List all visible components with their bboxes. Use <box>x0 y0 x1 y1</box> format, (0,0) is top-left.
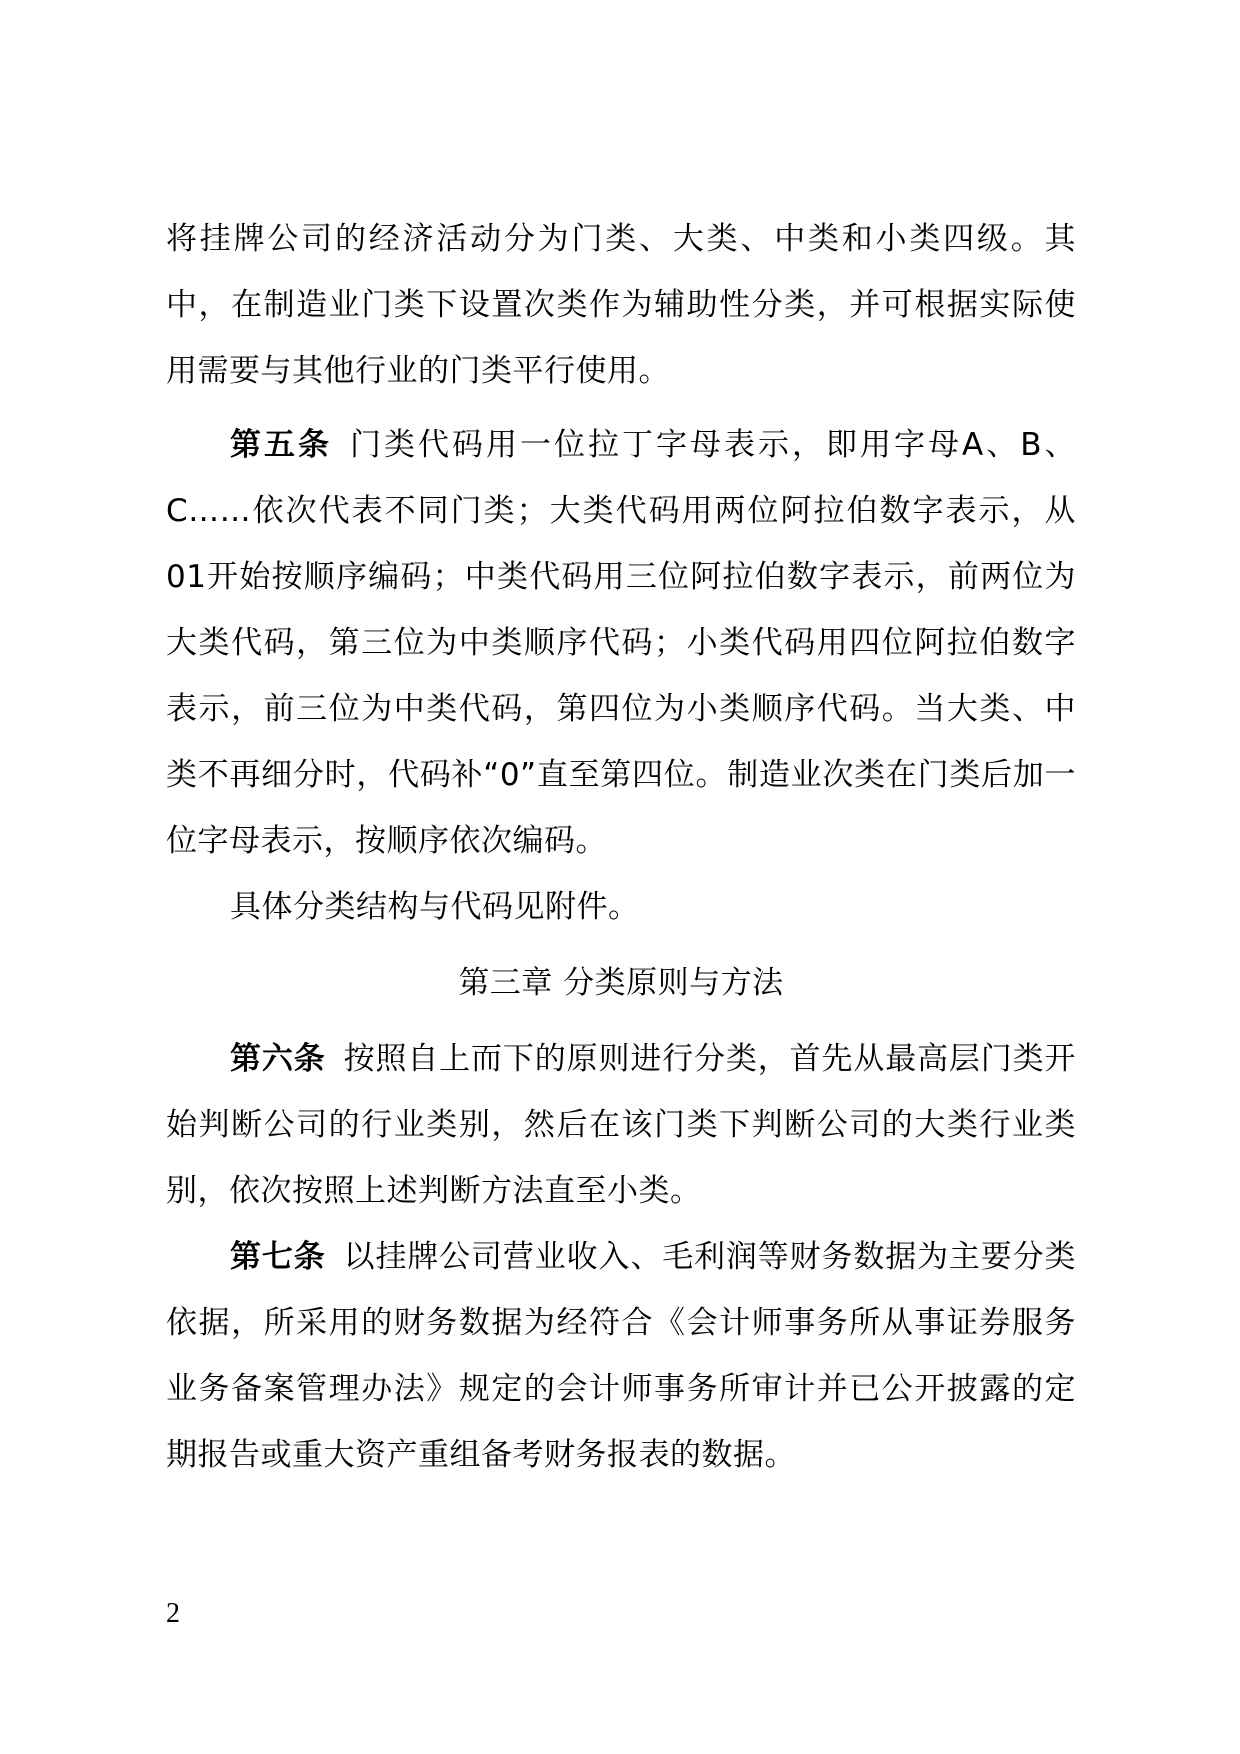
article-5 <box>166 412 1076 874</box>
article-7-label: 第七条 <box>230 1239 326 1275</box>
article-6-text: 按照自上而下的原则进行分类，首先从最高层门类开始判断公司的行业类别，然后在该门类下判断公司的大类行业类别，依次按照上述判断方法直至小类。 <box>166 1041 1077 1209</box>
page-number: 2 <box>166 1598 180 1629</box>
article-6-label: 第六条 <box>230 1041 326 1077</box>
article-5-text: 门类代码用一位拉丁字母表示，即用字母A、B、C……依次代表不同门类；大类代码用两位阿拉伯数字表示，从01开始按顺序编码；中类代码用三位阿拉伯数字表示，前两位为大类代码，第三位为中类顺序代码；小类代码用四位阿拉伯数字表示，前三位为中类代码，第四位为小类顺序代码。当大类、中类不再细分时，代码补“0”直至第四位。制造业次类在门类后加一位字母表示，按顺序依次编码。 <box>166 427 1077 859</box>
article-5-label: 第五条 <box>230 427 333 463</box>
article-7 <box>166 1224 1076 1488</box>
chapter-3-heading: 第三章 分类原则与方法 <box>458 965 784 1001</box>
document-body <box>166 206 1076 1488</box>
article-7-text: 以挂牌公司营业收入、毛利润等财务数据为主要分类依据，所采用的财务数据为经符合《会计师事务所从事证券服务业务备案管理办法》规定的会计师事务所审计并已公开披露的定期报告或重大资产重组备考财务报表的数据。 <box>166 1239 1077 1473</box>
paragraph-annex-reference: 具体分类结构与代码见附件。 <box>230 889 640 925</box>
paragraph-classification-levels: 将挂牌公司的经济活动分为门类、大类、中类和小类四级。其中，在制造业门类下设置次类作为辅助性分类，并可根据实际使用需要与其他行业的门类平行使用。 <box>166 221 1076 389</box>
article-6 <box>166 1026 1076 1224</box>
